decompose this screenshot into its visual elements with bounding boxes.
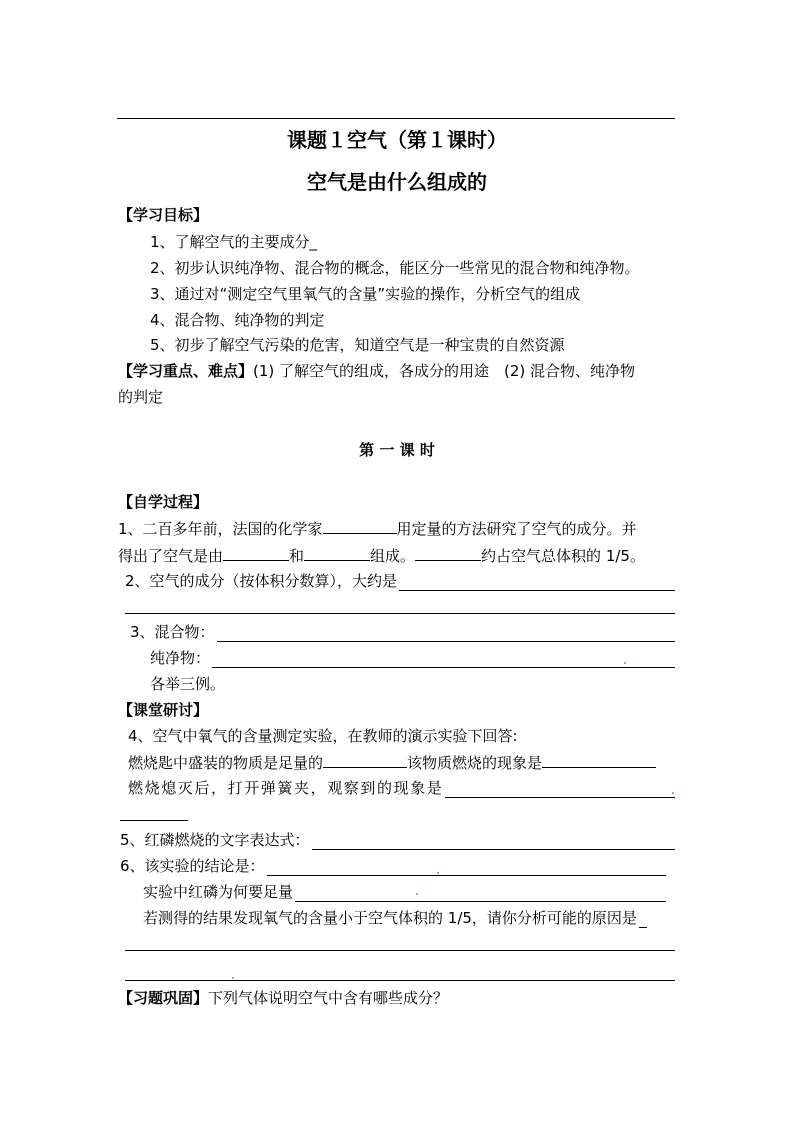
q1-blank-component-1[interactable] (223, 545, 289, 561)
q1-text-a: 1、二百多年前，法国的化学家 (118, 520, 323, 538)
exercise-text: 下列气体说明空气中含有哪些成分？ (208, 989, 449, 1007)
q6-answer-line-1[interactable] (125, 950, 675, 951)
scan-speck (416, 893, 418, 895)
q6-answer-line-2[interactable] (125, 980, 675, 981)
q1-text-f: 约占空气总体积的 1/5。 (481, 547, 645, 565)
scan-speck (672, 792, 674, 794)
question-1-line-2 (118, 545, 645, 566)
keypoints-heading: 【学习重点、难点】 (118, 362, 254, 380)
q3-note: 各举三例。 (150, 675, 226, 693)
q3-pure-text: 纯净物： (150, 649, 211, 667)
q4-text-a2: 该物质燃烧的现象是 (407, 754, 543, 772)
scan-speck (437, 872, 439, 874)
q6-a-text: 实验中红磷为何要足量 (143, 883, 294, 901)
q6-b-text: 若测得的结果发现氧气的含量小于空气体积的 1/5，请你分析可能的原因是 (143, 909, 637, 927)
goal-item-3: 3、通过对“测定空气里氧气的含量”实验的操作，分析空气的组成 (150, 285, 581, 303)
page-title: 课题１空气（第１课时） (287, 128, 507, 152)
goal-item-1: 1、了解空气的主要成分_ (150, 233, 318, 251)
q1-text-c: 得出了空气是由 (118, 547, 224, 565)
question-5-row (120, 830, 675, 850)
question-4-line-a (128, 752, 656, 773)
top-rule (117, 118, 675, 119)
goal-item-4: 4、混合物、纯净物的判定 (150, 311, 325, 329)
exercise-line (118, 988, 448, 1008)
question-4-line-b (128, 778, 675, 798)
keypoints-text: (1) 了解空气的组成，各成分的用途 (2) 混合物、纯净物 (253, 362, 636, 380)
q1-blank-component-2[interactable] (304, 545, 370, 561)
question-2-row (125, 571, 675, 591)
goal-item-5: 5、初步了解空气污染的危害，知道空气是一种宝贵的自然资源 (150, 336, 565, 354)
q4-continuation-line[interactable] (120, 820, 188, 821)
q1-text-b: 用定量的方法研究了空气的成分。并 (396, 520, 637, 538)
goals-heading: 【学习目标】 (118, 206, 209, 224)
q3-mixture-blank[interactable] (217, 625, 675, 642)
question-6-row (120, 856, 666, 876)
keypoints-line-2: 的判定 (118, 388, 164, 406)
q4-blank-observation[interactable] (445, 781, 675, 798)
q3-pure-blank[interactable] (212, 651, 675, 668)
q2-blank[interactable] (399, 574, 675, 591)
question-4: 4、空气中氧气的含量测定实验，在教师的演示实验下回答: (128, 727, 518, 745)
question-6-a-row (143, 882, 666, 902)
q6-blank[interactable] (267, 859, 666, 876)
q6-text: 6、该实验的结论是： (120, 857, 265, 875)
scan-speck (232, 977, 234, 979)
q4-text-a1: 燃烧匙中盛装的物质是足量的 (128, 754, 324, 772)
selfstudy-heading: 【自学过程】 (118, 493, 209, 511)
q6-a-blank[interactable] (295, 885, 666, 902)
q5-blank[interactable] (312, 833, 675, 850)
q5-text: 5、红磷燃烧的文字表达式： (120, 831, 310, 849)
goal-item-2: 2、初步认识纯净物、混合物的概念，能区分一些常见的混合物和纯净物。 (150, 259, 640, 277)
question-1-line-1 (118, 518, 637, 539)
q2-text: 2、空气的成分（按体积分数算），大约是 (125, 572, 398, 590)
page-subtitle: 空气是由什么组成的 (307, 170, 487, 194)
question-6-b-row (143, 908, 675, 928)
q1-blank-gas[interactable] (415, 545, 481, 561)
q1-text-e: 组成。 (370, 547, 416, 565)
scan-speck (624, 662, 626, 664)
classroom-heading: 【课堂研讨】 (118, 701, 209, 719)
q4-blank-phenomenon[interactable] (542, 752, 656, 768)
question-3-row (130, 622, 675, 642)
q2-answer-line[interactable] (125, 613, 675, 614)
question-3-pure-row (150, 648, 675, 668)
q6-b-blank[interactable] (639, 911, 647, 928)
keypoints-line-1 (118, 361, 635, 381)
exercise-heading: 【习题巩固】 (118, 989, 209, 1007)
lesson-label: 第 一 课 时 (359, 441, 435, 459)
q4-text-b: 燃烧熄灭后，打开弹簧夹，观察到的现象是 (128, 779, 444, 797)
q4-blank-substance[interactable] (323, 752, 407, 768)
q3-text: 3、混合物： (130, 623, 215, 641)
q1-blank-chemist[interactable] (323, 518, 397, 534)
q1-text-d: 和 (289, 547, 305, 565)
